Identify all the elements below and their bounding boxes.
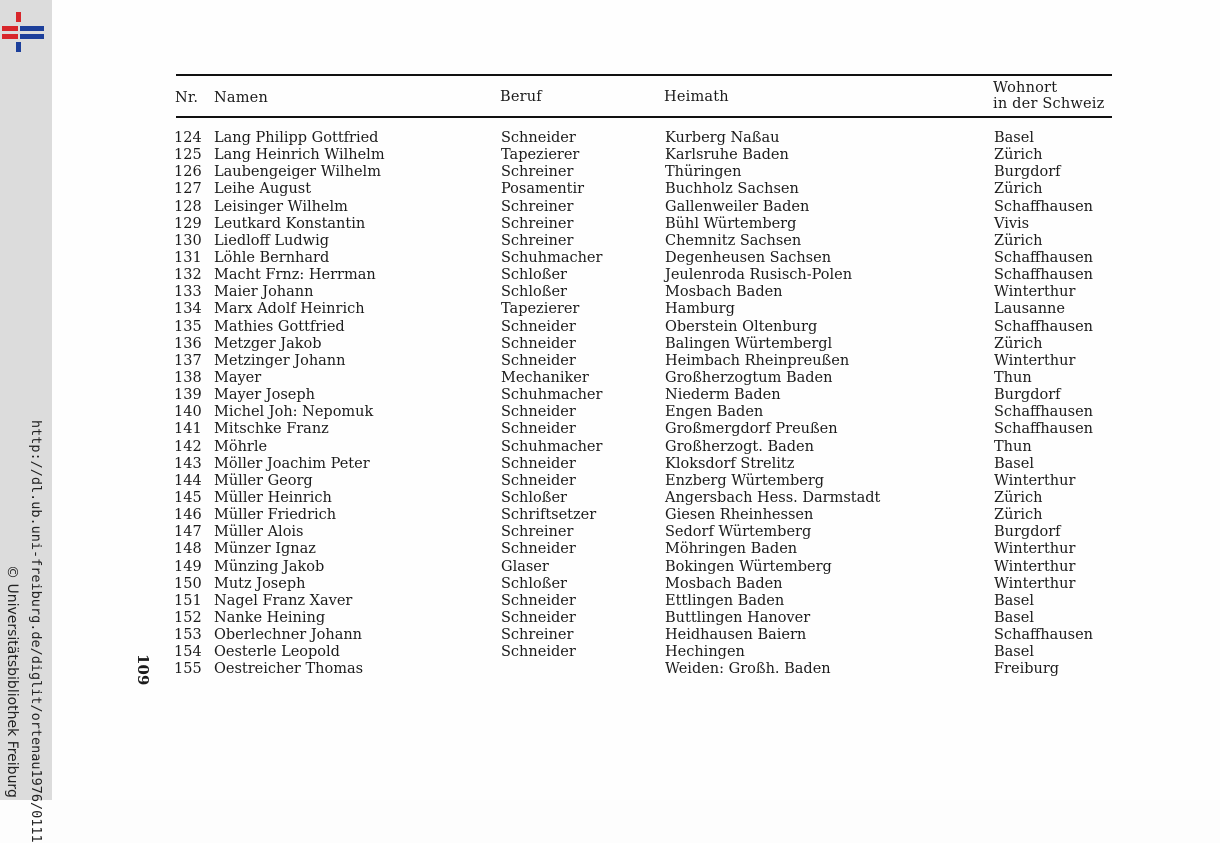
header-wohnort	[993, 80, 1104, 112]
cell-wohnort: Burgdorf	[994, 164, 1061, 181]
cell-name: Nanke Heining	[214, 609, 326, 626]
table-row	[174, 301, 1114, 318]
cell-nr: 136	[174, 335, 202, 352]
cell-beruf: Schreiner	[501, 215, 574, 232]
cell-heimath: Gallenweiler Baden	[665, 198, 810, 215]
cell-nr: 131	[174, 249, 202, 266]
cell-wohnort: Schaffhausen	[994, 198, 1094, 215]
cell-name: Müller Alois	[214, 524, 304, 541]
table-row	[174, 250, 1114, 267]
cell-name: Lang Philipp Gottfried	[214, 130, 379, 146]
cell-heimath: Balingen Würtembergl	[665, 335, 833, 352]
cell-name: Münzing Jakob	[214, 558, 325, 575]
cell-wohnort: Zürich	[994, 147, 1043, 164]
cell-heimath: Heimbach Rheinpreußen	[665, 352, 850, 369]
header-nr: Nr.	[175, 90, 199, 106]
cell-wohnort: Zürich	[994, 507, 1043, 524]
cell-beruf: Schneider	[501, 404, 576, 421]
cell-wohnort: Schaffhausen	[994, 267, 1094, 284]
cell-nr: 146	[174, 507, 202, 524]
cell-beruf: Schloßer	[501, 489, 567, 506]
document-page	[52, 0, 1220, 800]
cell-beruf: Schreiner	[501, 198, 574, 215]
cell-name: Oestreicher Thomas	[214, 661, 364, 678]
cell-beruf: Schloßer	[501, 284, 567, 301]
table-row	[174, 439, 1114, 456]
cell-name: Mutz Joseph	[214, 575, 306, 592]
cell-heimath: Karlsruhe Baden	[665, 147, 789, 164]
page-number: 109	[134, 654, 152, 686]
cell-beruf: Schloßer	[501, 575, 567, 592]
header-wohnort-line2: in der Schweiz	[993, 96, 1105, 112]
cell-heimath: Großherzogtum Baden	[665, 369, 833, 386]
cell-name: Müller Georg	[214, 472, 313, 489]
table-row	[174, 490, 1114, 507]
cell-wohnort: Zürich	[994, 181, 1043, 198]
cell-name: Mathies Gottfried	[214, 318, 345, 335]
cell-wohnort: Zürich	[994, 232, 1043, 249]
cell-wohnort: Winterthur	[994, 284, 1076, 301]
cell-heimath: Bokingen Würtemberg	[665, 558, 832, 575]
cell-wohnort: Burgdorf	[994, 524, 1061, 541]
cell-nr: 155	[174, 661, 202, 678]
table-row	[174, 164, 1114, 181]
cell-heimath: Großmergdorf Preußen	[665, 421, 838, 438]
table-body	[174, 130, 1114, 679]
table-row	[174, 319, 1114, 336]
cell-heimath: Mosbach Baden	[665, 284, 783, 301]
cell-wohnort: Thun	[994, 369, 1032, 386]
table-row	[174, 593, 1114, 610]
table-row	[174, 541, 1114, 558]
table-row	[174, 336, 1114, 353]
cell-nr: 142	[174, 438, 202, 455]
cell-nr: 147	[174, 524, 202, 541]
cell-name: Liedloff Ludwig	[214, 232, 329, 249]
cell-beruf: Glaser	[501, 558, 549, 575]
cell-wohnort: Basel	[994, 609, 1034, 626]
cell-heimath: Mosbach Baden	[665, 575, 783, 592]
cell-name: Oberlechner Johann	[214, 627, 363, 644]
cell-heimath: Angersbach Hess. Darmstadt	[665, 489, 881, 506]
cell-name: Laubengeiger Wilhelm	[214, 164, 381, 181]
cell-nr: 137	[174, 352, 202, 369]
cell-nr: 149	[174, 558, 202, 575]
cell-beruf: Schneider	[501, 609, 576, 626]
cell-wohnort: Zürich	[994, 489, 1043, 506]
library-logo-icon[interactable]	[2, 12, 46, 52]
table-row	[174, 524, 1114, 541]
table-row	[174, 181, 1114, 198]
cell-nr: 138	[174, 369, 202, 386]
cell-name: Münzer Ignaz	[214, 541, 316, 558]
cell-nr: 126	[174, 164, 202, 181]
table-row	[174, 627, 1114, 644]
cell-name: Leisinger Wilhelm	[214, 198, 348, 215]
table-header-rule	[176, 116, 1112, 118]
cell-name: Müller Heinrich	[214, 489, 332, 506]
table-row	[174, 421, 1114, 438]
table-row	[174, 644, 1114, 661]
table-row	[174, 610, 1114, 627]
table-top-rule	[176, 74, 1112, 76]
cell-beruf: Schreiner	[501, 164, 574, 181]
cell-nr: 130	[174, 232, 202, 249]
cell-beruf: Schuhmacher	[501, 438, 603, 455]
cell-name: Möller Joachim Peter	[214, 455, 370, 472]
cell-heimath: Kurberg Naßau	[665, 130, 780, 146]
cell-nr: 154	[174, 644, 202, 661]
cell-heimath: Kloksdorf Strelitz	[665, 455, 795, 472]
cell-nr: 151	[174, 592, 202, 609]
cell-beruf: Schreiner	[501, 627, 574, 644]
cell-heimath: Weiden: Großh. Baden	[665, 661, 831, 678]
cell-name: Möhrle	[214, 438, 268, 455]
cell-wohnort: Burgdorf	[994, 387, 1061, 404]
cell-wohnort: Lausanne	[994, 301, 1065, 318]
cell-wohnort: Winterthur	[994, 472, 1076, 489]
header-wohnort-line1: Wohnort	[993, 80, 1058, 96]
header-namen: Namen	[214, 90, 269, 106]
cell-beruf: Posamentir	[501, 181, 585, 198]
cell-heimath: Enzberg Würtemberg	[665, 472, 825, 489]
sidebar	[0, 0, 52, 843]
cell-wohnort: Winterthur	[994, 541, 1076, 558]
cell-nr: 144	[174, 472, 202, 489]
cell-beruf: Schreiner	[501, 232, 574, 249]
cell-beruf: Schuhmacher	[501, 249, 603, 266]
table-row	[174, 473, 1114, 490]
cell-beruf: Schneider	[501, 472, 576, 489]
cell-beruf: Schloßer	[501, 267, 567, 284]
cell-heimath: Großherzogt. Baden	[665, 438, 814, 455]
table-row	[174, 130, 1114, 147]
cell-nr: 145	[174, 489, 202, 506]
cell-wohnort: Schaffhausen	[994, 421, 1094, 438]
table-row	[174, 353, 1114, 370]
cell-heimath: Thüringen	[665, 164, 742, 181]
cell-heimath: Bühl Würtemberg	[665, 215, 797, 232]
cell-nr: 135	[174, 318, 202, 335]
cell-beruf: Schriftsetzer	[501, 507, 597, 524]
cell-wohnort: Schaffhausen	[994, 318, 1094, 335]
cell-wohnort: Basel	[994, 455, 1034, 472]
cell-nr: 143	[174, 455, 202, 472]
cell-wohnort: Basel	[994, 592, 1034, 609]
cell-beruf: Tapezierer	[501, 147, 580, 164]
cell-wohnort: Freiburg	[994, 661, 1060, 678]
cell-nr: 148	[174, 541, 202, 558]
cell-name: Oesterle Leopold	[214, 644, 340, 661]
cell-wohnort: Winterthur	[994, 575, 1076, 592]
cell-name: Metzger Jakob	[214, 335, 322, 352]
cell-name: Löhle Bernhard	[214, 249, 330, 266]
cell-nr: 128	[174, 198, 202, 215]
table-row	[174, 199, 1114, 216]
table-row	[174, 456, 1114, 473]
cell-wohnort: Schaffhausen	[994, 404, 1094, 421]
cell-heimath: Hechingen	[665, 644, 745, 661]
copyright-notice: © Universitätsbibliothek Freiburg	[4, 565, 20, 798]
cell-name: Marx Adolf Heinrich	[214, 301, 365, 318]
cell-heimath: Oberstein Oltenburg	[665, 318, 818, 335]
cell-name: Macht Frnz: Herrman	[214, 267, 376, 284]
cell-nr: 139	[174, 387, 202, 404]
table-row	[174, 370, 1114, 387]
cell-beruf: Schneider	[501, 541, 576, 558]
cell-beruf: Schneider	[501, 352, 576, 369]
cell-heimath: Chemnitz Sachsen	[665, 232, 802, 249]
cell-heimath: Buchholz Sachsen	[665, 181, 799, 198]
header-heimath: Heimath	[664, 89, 729, 105]
cell-name: Mayer	[214, 369, 262, 386]
cell-nr: 150	[174, 575, 202, 592]
cell-beruf: Tapezierer	[501, 301, 580, 318]
cell-nr: 133	[174, 284, 202, 301]
cell-name: Müller Friedrich	[214, 507, 337, 524]
cell-name: Michel Joh: Nepomuk	[214, 404, 374, 421]
cell-name: Mitschke Franz	[214, 421, 329, 438]
cell-wohnort: Schaffhausen	[994, 249, 1094, 266]
cell-nr: 134	[174, 301, 202, 318]
table-row	[174, 576, 1114, 593]
table-row	[174, 216, 1114, 233]
cell-nr: 129	[174, 215, 202, 232]
table-row	[174, 147, 1114, 164]
table-row	[174, 284, 1114, 301]
cell-beruf: Schuhmacher	[501, 387, 603, 404]
cell-heimath: Sedorf Würtemberg	[665, 524, 812, 541]
cell-nr: 152	[174, 609, 202, 626]
cell-name: Leihe August	[214, 181, 312, 198]
table-row	[174, 661, 1114, 678]
cell-name: Mayer Joseph	[214, 387, 315, 404]
cell-heimath: Engen Baden	[665, 404, 764, 421]
cell-heimath: Degenheusen Sachsen	[665, 249, 832, 266]
cell-beruf: Mechaniker	[501, 369, 589, 386]
cell-wohnort: Winterthur	[994, 352, 1076, 369]
cell-heimath: Giesen Rheinhessen	[665, 507, 814, 524]
cell-beruf: Schreiner	[501, 524, 574, 541]
cell-name: Leutkard Konstantin	[214, 215, 366, 232]
cell-name: Metzinger Johann	[214, 352, 346, 369]
cell-nr: 153	[174, 627, 202, 644]
table-row	[174, 233, 1114, 250]
cell-heimath: Jeulenroda Rusisch-Polen	[665, 267, 853, 284]
cell-nr: 124	[174, 130, 202, 146]
cell-heimath: Möhringen Baden	[665, 541, 798, 558]
cell-name: Maier Johann	[214, 284, 314, 301]
permalink-url[interactable]: http://dl.ub.uni-freiburg.de/diglit/ortenau1976/0111	[28, 420, 44, 843]
cell-name: Nagel Franz Xaver	[214, 592, 353, 609]
cell-wohnort: Vivis	[994, 215, 1030, 232]
cell-nr: 125	[174, 147, 202, 164]
table-row	[174, 404, 1114, 421]
cell-heimath: Buttlingen Hanover	[665, 609, 811, 626]
cell-heimath: Ettlingen Baden	[665, 592, 785, 609]
cell-wohnort: Basel	[994, 644, 1034, 661]
cell-heimath: Heidhausen Baiern	[665, 627, 807, 644]
table-row	[174, 267, 1114, 284]
cell-heimath: Hamburg	[665, 301, 735, 318]
cell-wohnort: Thun	[994, 438, 1032, 455]
cell-beruf: Schneider	[501, 335, 576, 352]
cell-nr: 132	[174, 267, 202, 284]
cell-beruf: Schneider	[501, 644, 576, 661]
cell-beruf: Schneider	[501, 455, 576, 472]
cell-beruf: Schneider	[501, 421, 576, 438]
table-row	[174, 387, 1114, 404]
cell-nr: 140	[174, 404, 202, 421]
table-row	[174, 559, 1114, 576]
cell-nr: 141	[174, 421, 202, 438]
cell-wohnort: Schaffhausen	[994, 627, 1094, 644]
header-beruf: Beruf	[500, 89, 542, 105]
cell-name: Lang Heinrich Wilhelm	[214, 147, 385, 164]
table-row	[174, 507, 1114, 524]
cell-beruf: Schneider	[501, 592, 576, 609]
cell-wohnort: Winterthur	[994, 558, 1076, 575]
cell-beruf: Schneider	[501, 318, 576, 335]
cell-wohnort: Zürich	[994, 335, 1043, 352]
cell-beruf: Schneider	[501, 130, 576, 146]
cell-wohnort: Basel	[994, 130, 1034, 146]
cell-heimath: Niederm Baden	[665, 387, 781, 404]
cell-nr: 127	[174, 181, 202, 198]
